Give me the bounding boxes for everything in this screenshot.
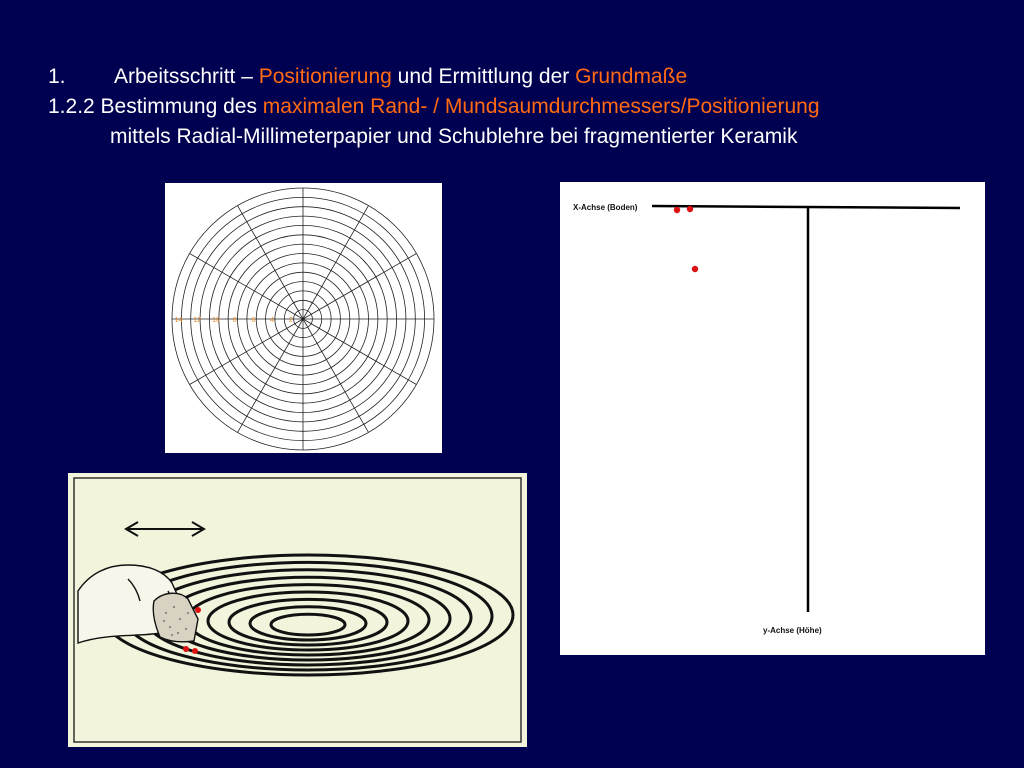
heading-line-2 [48,92,1008,122]
radial-paper-image [165,183,442,453]
highlight-durchmesser: maximalen Rand- / Mundsaumdurchmessers/Positionierung [262,95,820,118]
radial-scale-label: 12 [193,317,202,324]
rim-point-3 [692,266,698,272]
heading-middle: und Ermittlung der [391,65,576,88]
radial-spoke [238,206,304,319]
double-arrow-icon [126,522,204,536]
illustration-svg [68,473,527,747]
axis-diagram [560,182,985,655]
rim-point-1 [674,207,680,213]
slide-heading [48,62,1008,152]
radial-scale-label: 8 [232,317,237,324]
axis-lines [560,182,985,655]
y-axis-label: y-Achse (Höhe) [763,626,822,635]
radial-spoke [238,319,304,432]
radial-scale-label: 10 [212,317,220,324]
highlight-grundmasse: Grundmaße [575,65,688,88]
radial-spoke [303,254,416,320]
radial-grid [165,183,442,453]
rim-point-2 [687,206,693,212]
heading-line-3: mittels Radial-Millimeterpapier und Schublehre bei fragmentierter Keramik [110,125,798,148]
heading-line-1 [48,62,1008,92]
x-axis-label: X-Achse (Boden) [573,203,638,212]
concentric-ellipse [271,614,345,635]
radial-spoke [190,319,303,385]
x-axis-line [652,206,960,208]
radial-spoke [303,319,416,385]
heading-prefix: Arbeitsschritt – [114,65,259,88]
sherd-fragment-icon [153,593,198,642]
step-number: 1. [48,65,66,88]
radial-scale-label: 2 [288,317,293,324]
radial-spoke [190,254,303,320]
radial-scale-label: 6 [251,317,256,324]
radial-scale-label: 14 [174,317,183,324]
radial-spoke [303,319,369,432]
radial-spoke [303,206,369,319]
highlight-positionierung: Positionierung [258,65,392,88]
radial-scale-label: 4 [270,317,275,324]
fragment-measurement-illustration [68,473,527,747]
subheading-prefix: 1.2.2 Bestimmung des [48,95,263,118]
